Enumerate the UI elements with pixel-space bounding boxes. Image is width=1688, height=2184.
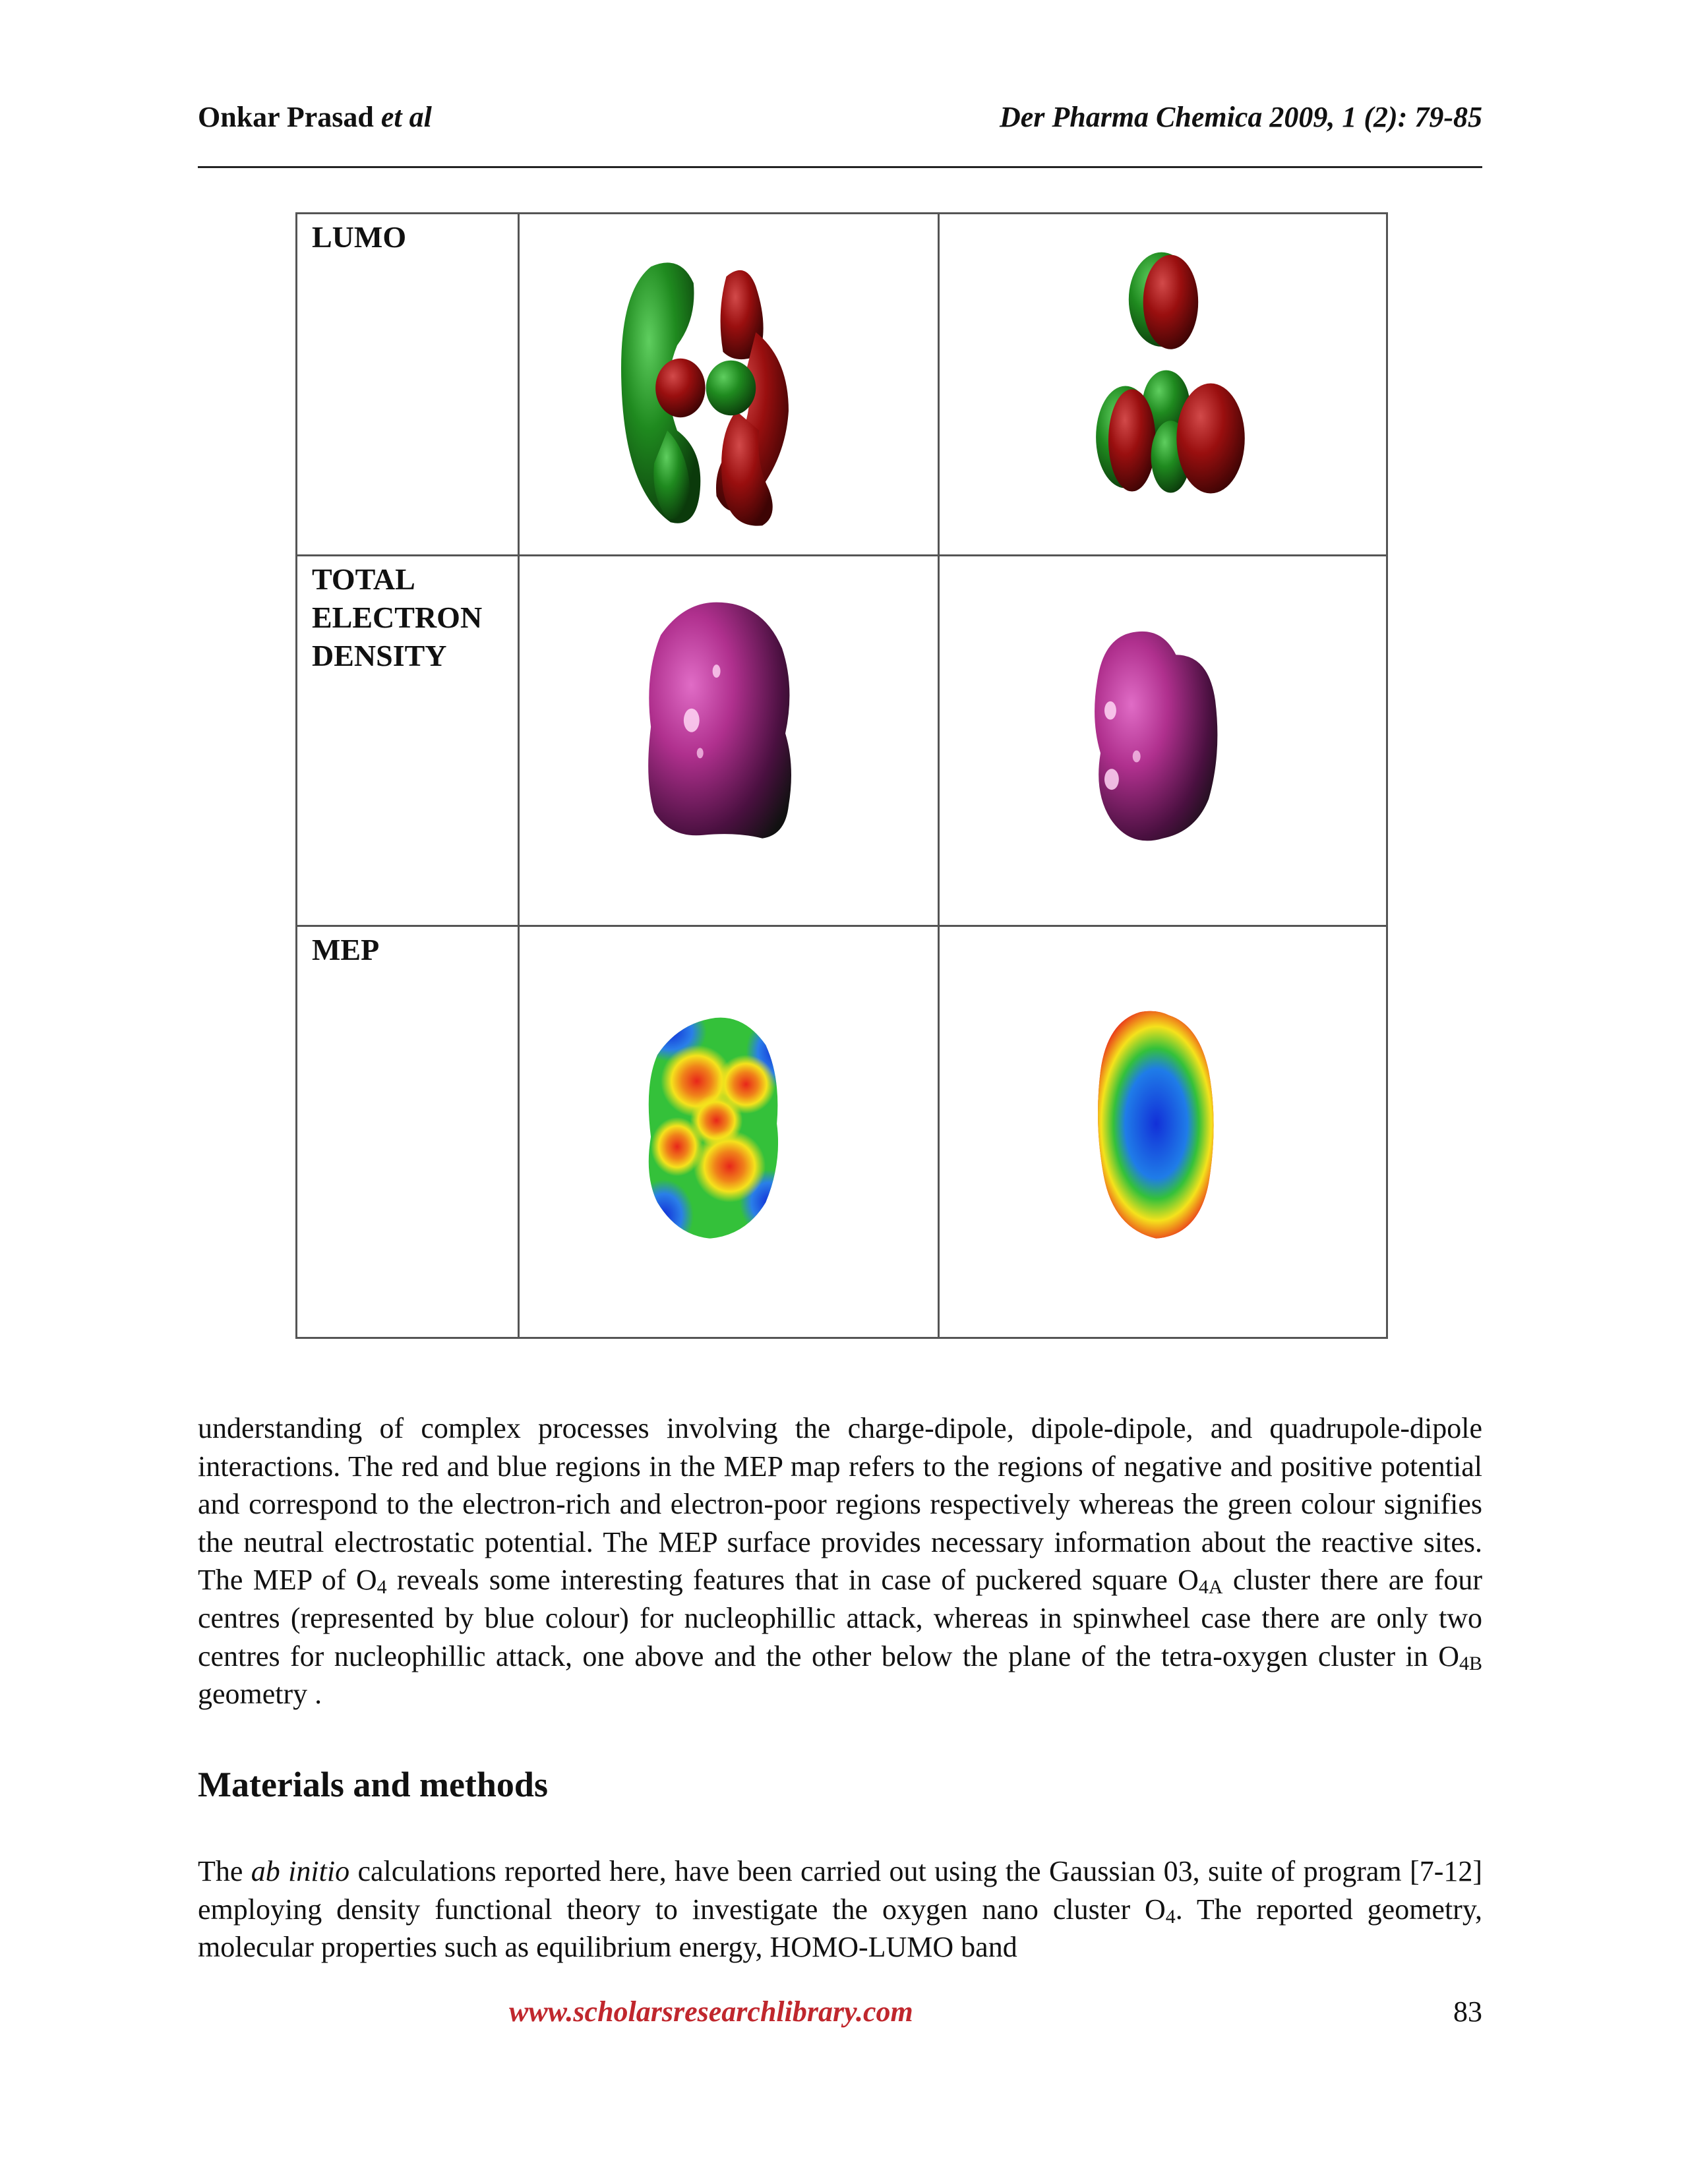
lumo-o4b-orbital-image <box>940 214 1386 554</box>
running-header-author <box>198 100 432 134</box>
paragraph1-subscript-3: 4B <box>1459 1652 1482 1674</box>
paragraph1-text-4: geometry . <box>198 1678 322 1711</box>
mep-o4b-map <box>1084 999 1228 1254</box>
density-o4a-surface <box>648 603 791 839</box>
density-o4a-surface-image <box>520 556 938 925</box>
row-label-cell <box>297 214 519 556</box>
paragraph1-text-1: understanding of complex processes involving the charge-dipole, dipole-dipole, and quadrupole-dipole interactions. The red and blue regions in the MEP map refers to the regions of negative and positive potential and correspond to the electron-rich and electron-poor regions respectively whereas the green colour signifies the neutral electrostatic potential. The MEP surface provides necessary information about the reactive sites. The MEP of O <box>198 1412 1482 1597</box>
paragraph1-subscript-1: 4 <box>377 1576 387 1599</box>
mep-o4b-surface-image <box>940 927 1386 1337</box>
running-header-journal: Der Pharma Chemica 2009, 1 (2): 79-85 <box>999 101 1482 133</box>
lumo-o4b-lobes <box>1096 252 1245 494</box>
footer-url-link[interactable]: www.scholarsresearchlibrary.com <box>509 1995 913 2028</box>
paragraph1-text-2: reveals some interesting features that in case of puckered square O <box>386 1564 1199 1597</box>
mep-o4a-map <box>634 1002 805 1254</box>
lumo-o4a-lobes <box>621 262 789 525</box>
paragraph2-text-3: . The reported geometry, molecular properties such as equilibrium energy, HOMO-LUMO band <box>198 1893 1482 1964</box>
lumo-o4b-cell <box>939 214 1387 556</box>
density-o4b-surface-image <box>940 556 1386 925</box>
discussion-paragraph <box>198 1409 1482 1713</box>
page-number: 83 <box>1453 1995 1482 2028</box>
table-row-mep <box>297 926 1387 1338</box>
orbital-figure-table <box>295 212 1388 1339</box>
row-label-lumo: LUMO <box>312 220 407 254</box>
paragraph2-subscript-1: 4 <box>1165 1905 1176 1928</box>
section-heading: Materials and methods <box>198 1765 548 1804</box>
density-o4a-cell <box>519 556 939 926</box>
table-row-lumo <box>297 214 1387 556</box>
paragraph2-text-1: The <box>198 1855 251 1887</box>
mep-o4a-surface-image <box>520 927 938 1337</box>
density-o4b-surface <box>1095 632 1217 841</box>
lumo-o4a-orbital-image <box>520 214 938 554</box>
paragraph1-text-3: cluster there are four centres (represented by blue colour) for nucleophillic attack, whereas in spinwheel case there are only two centres for nucleophillic attack, one above and the other below the plane of the tetra-oxygen cluster in O <box>198 1564 1483 1672</box>
paragraph2-italic: ab initio <box>251 1855 350 1887</box>
paragraph2-text-2: calculations reported here, have been carried out using the Gaussian 03, suite of program [7-12] employing density functional theory to investigate the oxygen nano cluster O <box>198 1855 1482 1926</box>
mep-o4b-cell <box>939 926 1387 1338</box>
row-label-cell <box>297 926 519 1338</box>
author-suffix: et al <box>380 101 432 133</box>
header-rule <box>198 166 1482 168</box>
author-name: Onkar Prasad <box>198 101 374 133</box>
row-label-cell <box>297 556 519 926</box>
paragraph1-subscript-2: 4A <box>1198 1576 1223 1599</box>
mep-o4a-cell <box>519 926 939 1338</box>
row-label-mep: MEP <box>312 933 380 966</box>
row-label-total-electron-density: TOTAL ELECTRON DENSITY <box>312 562 483 672</box>
table-row-total-electron-density <box>297 556 1387 926</box>
methods-paragraph <box>198 1852 1482 1966</box>
lumo-o4a-cell <box>519 214 939 556</box>
density-o4b-cell <box>939 556 1387 926</box>
